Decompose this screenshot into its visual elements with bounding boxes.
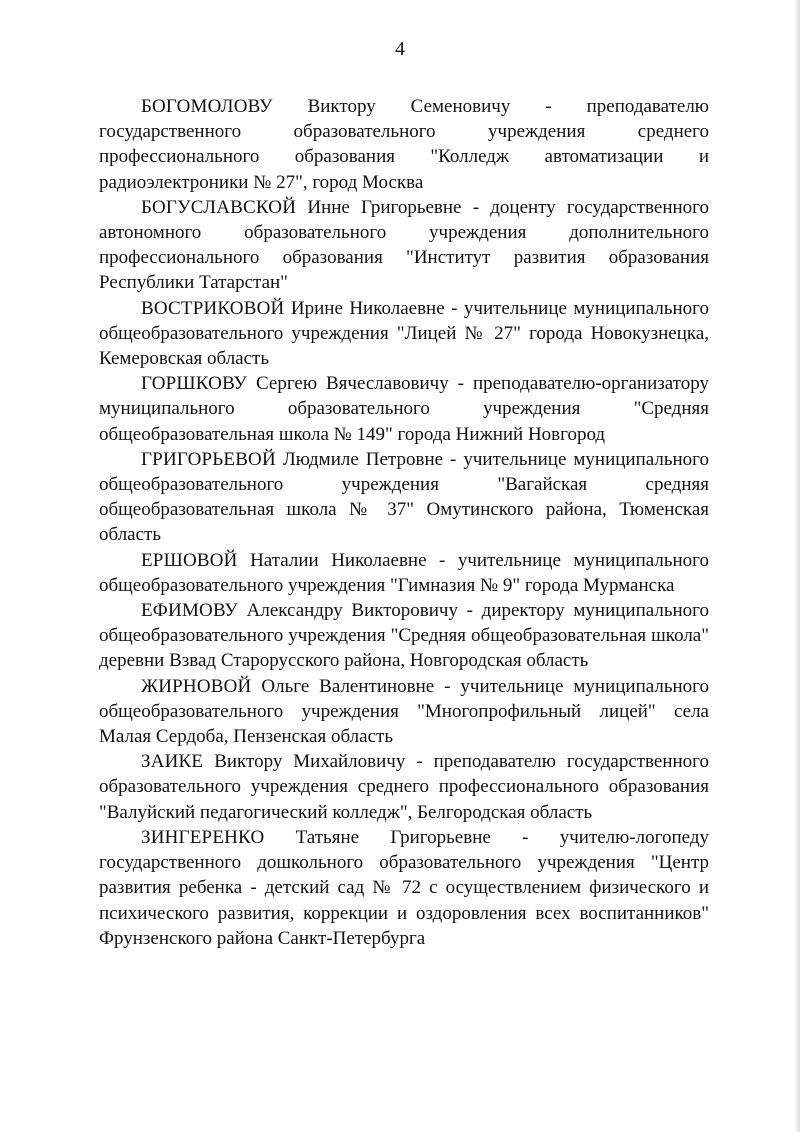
entry-surname: БОГОМОЛОВУ bbox=[141, 96, 273, 117]
list-entry bbox=[99, 674, 709, 750]
entry-text: Ольге Валентиновне - учительнице муниципального общеобразовательного учреждения "Многопрофильный лицей" села Малая Сердоба, Пензенская область bbox=[99, 675, 709, 748]
list-entry bbox=[99, 94, 709, 195]
entry-surname: ГРИГОРЬЕВОЙ bbox=[141, 448, 276, 470]
entry-text: Ирине Николаевне - учительнице муниципального общеобразовательного учреждения "Лицей № 27" города Новокузнецка, Кемеровская область bbox=[99, 297, 709, 370]
list-entry bbox=[99, 195, 709, 296]
entry-text: Виктору Семеновичу - преподавателю государственного образовательного учреждения среднего профессионального образования "Колледж автоматизации и радиоэлектроники № 27", город Москва bbox=[99, 96, 709, 193]
entry-surname: ЗАИКЕ bbox=[141, 751, 204, 773]
scan-edge bbox=[794, 0, 800, 1132]
award-list bbox=[99, 94, 709, 951]
page-number: 4 bbox=[395, 38, 405, 60]
list-entry bbox=[99, 447, 709, 548]
list-entry bbox=[99, 371, 709, 447]
entry-text: Татьяне Григорьевне - учителю-логопеду государственного дошкольного образовательного учреждения "Центр развития ребенка - детский сад № 72 с осуществлением физического и психического развития, коррекции и оздоровления всех воспитанников" Фрунзенского района Санкт-Петербурга bbox=[99, 826, 709, 949]
entry-surname: ВОСТРИКОВОЙ bbox=[141, 297, 285, 319]
list-entry bbox=[99, 598, 709, 674]
list-entry bbox=[99, 548, 709, 598]
entry-surname: ЕРШОВОЙ bbox=[141, 549, 238, 571]
entry-text: Виктору Михайловичу - преподавателю государственного образовательного учреждения среднего профессионального образования "Валуйский педагогический колледж", Белгородская область bbox=[99, 751, 709, 823]
list-entry bbox=[99, 296, 709, 372]
entry-text: Людмиле Петровне - учительнице муниципального общеобразовательного учреждения "Вагайская средняя общеобразовательная школа № 37" Омутинского района, Тюменская область bbox=[99, 448, 709, 546]
entry-surname: ГОРШКОВУ bbox=[141, 373, 248, 395]
entry-text: Сергею Вячеславовичу - преподавателю-организатору муниципального образовательного учреждения "Средняя общеобразовательная школа № 149" города Нижний Новгород bbox=[99, 373, 709, 445]
entry-surname: ЕФИМОВУ bbox=[141, 600, 238, 622]
entry-text: Александру Викторовичу - директору муниципального общеобразовательного учреждения "Средняя общеобразовательная школа" деревни Взвад Старорусского района, Новгородская область bbox=[99, 600, 709, 672]
list-entry bbox=[99, 749, 709, 825]
entry-surname: БОГУСЛАВСКОЙ bbox=[141, 196, 297, 218]
list-entry bbox=[99, 825, 709, 951]
entry-text: Инне Григорьевне - доценту государственного автономного образовательного учреждения дополнительного профессионального образования "Институт развития образования Республики Татарстан" bbox=[99, 196, 709, 294]
entry-surname: ЖИРНОВОЙ bbox=[141, 675, 252, 697]
entry-text: Наталии Николаевне - учительнице муниципального общеобразовательного учреждения "Гимназия № 9" города Мурманска bbox=[99, 549, 709, 596]
entry-surname: ЗИНГЕРЕНКО bbox=[141, 826, 265, 848]
